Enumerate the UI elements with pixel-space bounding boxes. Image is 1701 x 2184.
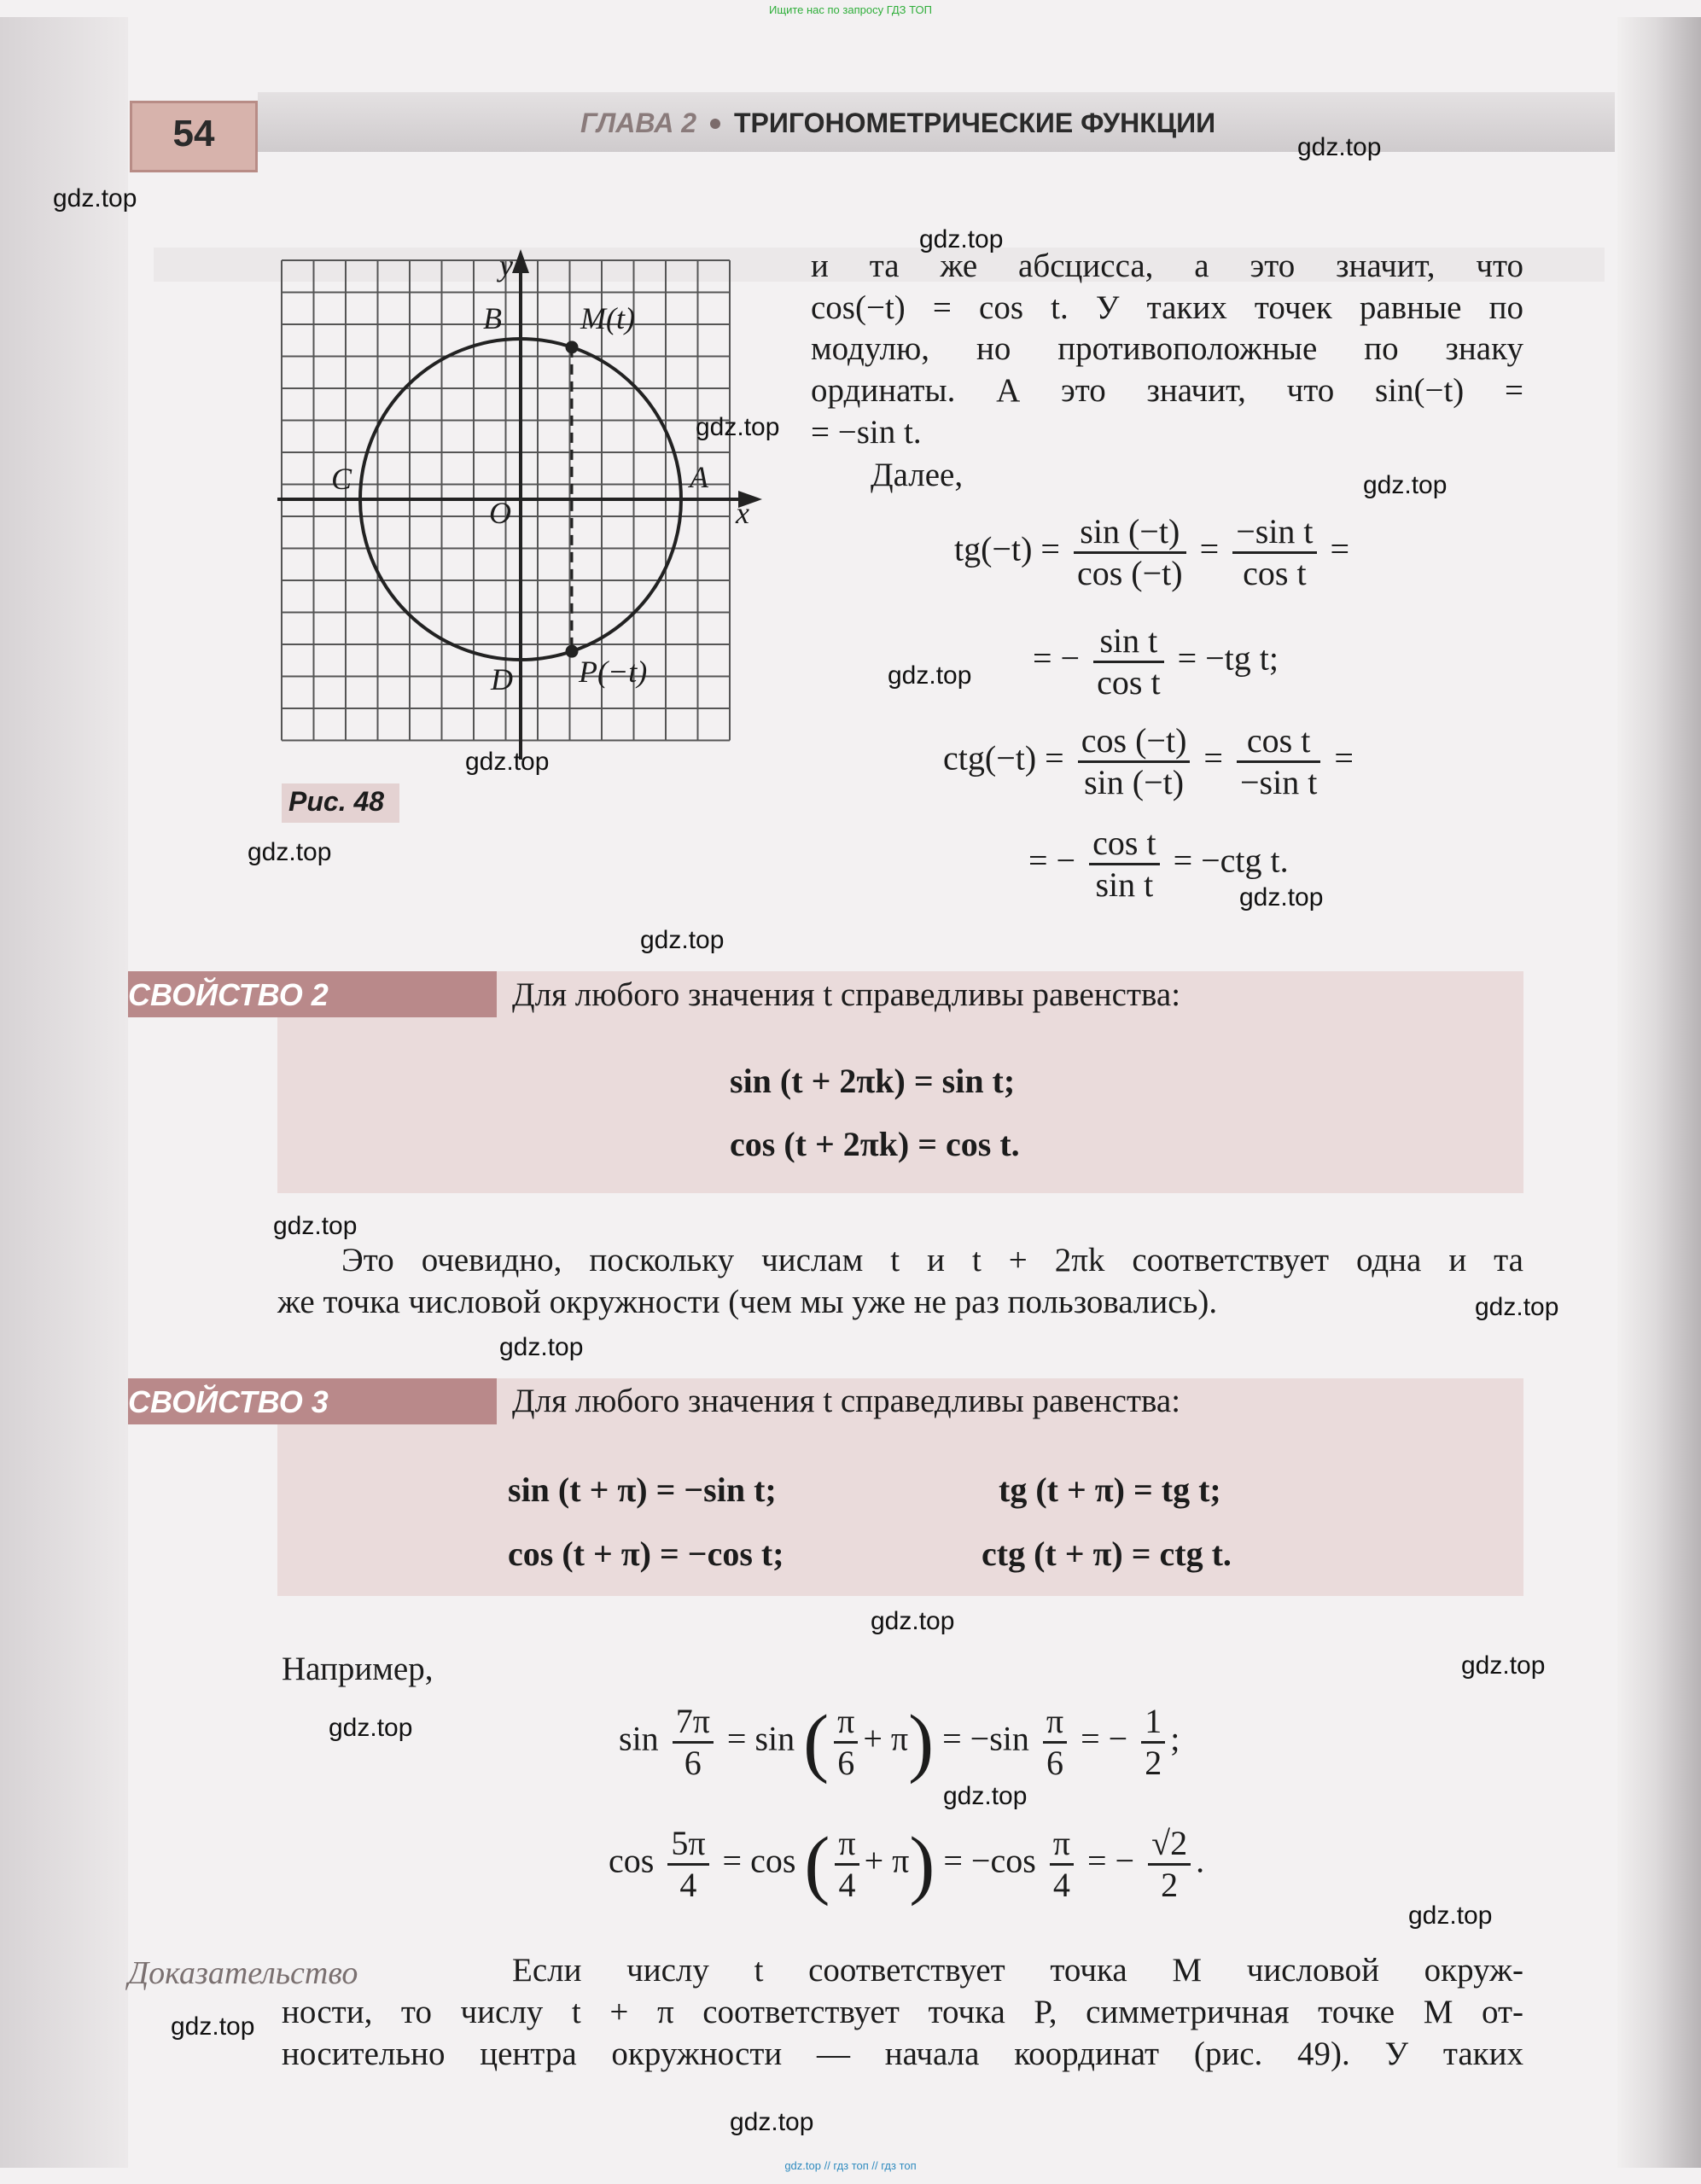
frac-den: 6 [837,1744,855,1782]
paren-close: ) [908,1700,935,1785]
frac-num: sin t [1093,621,1163,663]
watermark: gdz.top [730,2108,814,2136]
property3-tab [128,1378,497,1424]
watermark: gdz.top [465,748,550,776]
origin-label: O [489,496,511,530]
frac-num: sin (−t) [1074,512,1186,554]
term: + π [864,1841,910,1880]
frac-num: cos (−t) [1078,721,1191,763]
property2-intro: Для любого значения t справедливы равенства: [512,976,1181,1013]
point-c-label: C [331,462,352,496]
watermark: gdz.top [919,225,1004,253]
eq-tg-frac3 [1093,621,1163,702]
watermark: gdz.top [273,1212,358,1240]
proof-line3: носительно центра окружности — начала координат (рис. 49). У таких [282,2035,1523,2072]
frac [1050,1824,1074,1905]
para1-line4: ординаты. А это значит, что sin(−t) = [811,372,1523,409]
frac-num: π [1043,1702,1067,1744]
term: = − [1087,1841,1135,1880]
page-left-shadow [0,17,128,2168]
watermark: gdz.top [943,1782,1028,1810]
func: cos [609,1841,655,1880]
para2-line2: же точка числовой окружности (чем мы уже не раз пользовались). [277,1284,1218,1320]
property3-eq3: cos (t + π) = −cos t; [508,1535,784,1573]
frac [1043,1702,1067,1783]
eq-ctg-frac2 [1237,721,1320,802]
watermark: gdz.top [1239,883,1324,911]
frac-den: sin t [1095,865,1154,904]
frac-num: cos t [1089,824,1159,865]
promo-bottom: gdz.top // гдз топ // гдз топ [784,2159,917,2172]
property3-intro: Для любого значения t справедливы равенства: [512,1383,1181,1419]
para1-line5: = −sin t. [811,414,922,451]
eq-sign: = [1199,529,1220,568]
frac [834,1702,858,1783]
point-m-label: M(t) [580,301,635,335]
page-number: 54 [172,113,215,154]
property2-label: СВОЙСТВО 2 [128,977,329,1012]
example-row2 [609,1820,1204,1908]
watermark: gdz.top [329,1714,413,1742]
frac-num: π [835,1824,859,1866]
frac-den: 2 [1145,1744,1162,1782]
watermark: gdz.top [888,661,972,690]
eq-ctg-line1 [943,721,1354,802]
watermark: gdz.top [871,1607,955,1635]
example-row1 [619,1698,1180,1786]
frac-num: π [1050,1824,1074,1866]
eq-tg-line1 [954,512,1349,593]
frac [1141,1702,1165,1783]
frac-num: 5π [667,1824,708,1866]
frac-den: −sin t [1239,763,1318,801]
frac-den: 6 [684,1744,702,1782]
para1-line3: модулю, но противоположные по знаку [811,330,1523,367]
eq-tg-line2 [1033,621,1279,702]
watermark: gdz.top [1363,471,1448,499]
frac-num: π [834,1702,858,1744]
frac-num: √2 [1148,1824,1191,1866]
y-axis-arrow-icon [512,249,529,273]
watermark: gdz.top [1408,1902,1493,1930]
watermark: gdz.top [1461,1651,1546,1680]
property3-eq1: sin (t + π) = −sin t; [508,1471,777,1509]
punct: ; [1170,1719,1180,1758]
bullet-icon [710,119,720,129]
eq-result: = −tg t; [1177,638,1279,678]
eq-prefix: = − [1028,841,1076,880]
func: = −sin [942,1719,1029,1758]
frac [667,1824,708,1905]
watermark: gdz.top [248,838,332,866]
frac [1148,1824,1191,1905]
para1-line6: Далее, [871,457,964,493]
point-a-label: A [690,460,708,494]
term: + π [863,1719,909,1758]
eq-sign: = [1330,529,1350,568]
term: = − [1081,1719,1128,1758]
eq-result: = −ctg t. [1173,841,1289,880]
func: = cos [722,1841,796,1880]
eq-sign: = [1203,738,1223,778]
eq-tg-frac2 [1232,512,1316,593]
frac-num: cos t [1237,721,1320,763]
point-d-label: D [491,662,513,696]
point-b-label: B [483,301,502,335]
watermark: gdz.top [499,1333,584,1361]
point-m [566,341,578,353]
property3-eq4: ctg (t + π) = ctg t. [982,1535,1232,1573]
chapter-title: ТРИГОНОМЕТРИЧЕСКИЕ ФУНКЦИИ [734,108,1216,138]
watermark: gdz.top [1475,1293,1559,1321]
axis-y-label: y [499,248,513,282]
eq-ctg-lhs: ctg(−t) = [943,738,1064,778]
frac [673,1702,714,1783]
frac-den: 4 [838,1866,856,1904]
frac-den: sin (−t) [1084,763,1185,801]
frac-num: 7π [673,1702,714,1744]
page-right-curl [1617,17,1701,2168]
frac-den: 2 [1161,1866,1179,1904]
eq-ctg-frac3 [1089,824,1159,905]
watermark: gdz.top [640,926,725,954]
eq-prefix: = − [1033,638,1081,678]
para1-line1: и та же абсцисса, а это значит, что [811,248,1523,284]
figure-48-drawing [277,248,764,760]
proof-label: Доказательство [128,1955,358,1991]
func: sin [619,1719,659,1758]
func: = sin [726,1719,795,1758]
example-intro: Например, [282,1651,434,1687]
property3-eq2: tg (t + π) = tg t; [999,1471,1221,1509]
eq-ctg-frac1 [1078,721,1191,802]
property3-label: СВОЙСТВО 3 [128,1384,329,1419]
paren-open: ( [804,1822,830,1907]
frac-den: 6 [1046,1744,1063,1782]
proof-line2: ности, то числу t + π соответствует точка P, симметричная точке M от- [282,1994,1523,2030]
point-p [566,645,578,657]
para1-line2: cos(−t) = cos t. У таких точек равные по [811,289,1523,326]
frac-den: cos t [1243,554,1307,592]
promo-top: Ищите нас по запросу ГДЗ ТОП [769,3,932,16]
figure-caption: Рис. 48 [288,786,385,817]
eq-tg-lhs: tg(−t) = [954,529,1060,568]
eq-sign: = [1334,738,1354,778]
frac-den: 4 [679,1866,697,1904]
watermark: gdz.top [1297,133,1382,161]
point-p-label: P(−t) [579,655,648,689]
frac-den: 4 [1052,1866,1070,1904]
watermark: gdz.top [696,413,780,441]
axis-x-label: x [736,496,749,530]
property2-tab [128,971,497,1017]
proof-line1: Если числу t соответствует точка M числовой окруж- [512,1952,1523,1989]
paren-close: ) [909,1822,935,1907]
frac-den: cos t [1097,663,1161,702]
paren-open: ( [803,1700,830,1785]
frac-num: 1 [1141,1702,1165,1744]
eq-tg-frac1 [1074,512,1186,593]
watermark: gdz.top [171,2012,255,2041]
chapter-label: ГЛАВА 2 [580,108,696,138]
frac [835,1824,859,1905]
frac-den: cos (−t) [1076,554,1183,592]
property2-eq2: cos (t + 2πk) = cos t. [730,1125,1020,1163]
watermark: gdz.top [53,184,137,213]
property2-eq1: sin (t + 2πk) = sin t; [730,1062,1016,1100]
frac-num: −sin t [1232,512,1316,554]
para2-line1: Это очевидно, поскольку числам t и t + 2πk соответствует одна и та [341,1242,1523,1278]
func: = −cos [943,1841,1036,1880]
chapter-header [580,108,1215,139]
punct: . [1196,1841,1205,1880]
